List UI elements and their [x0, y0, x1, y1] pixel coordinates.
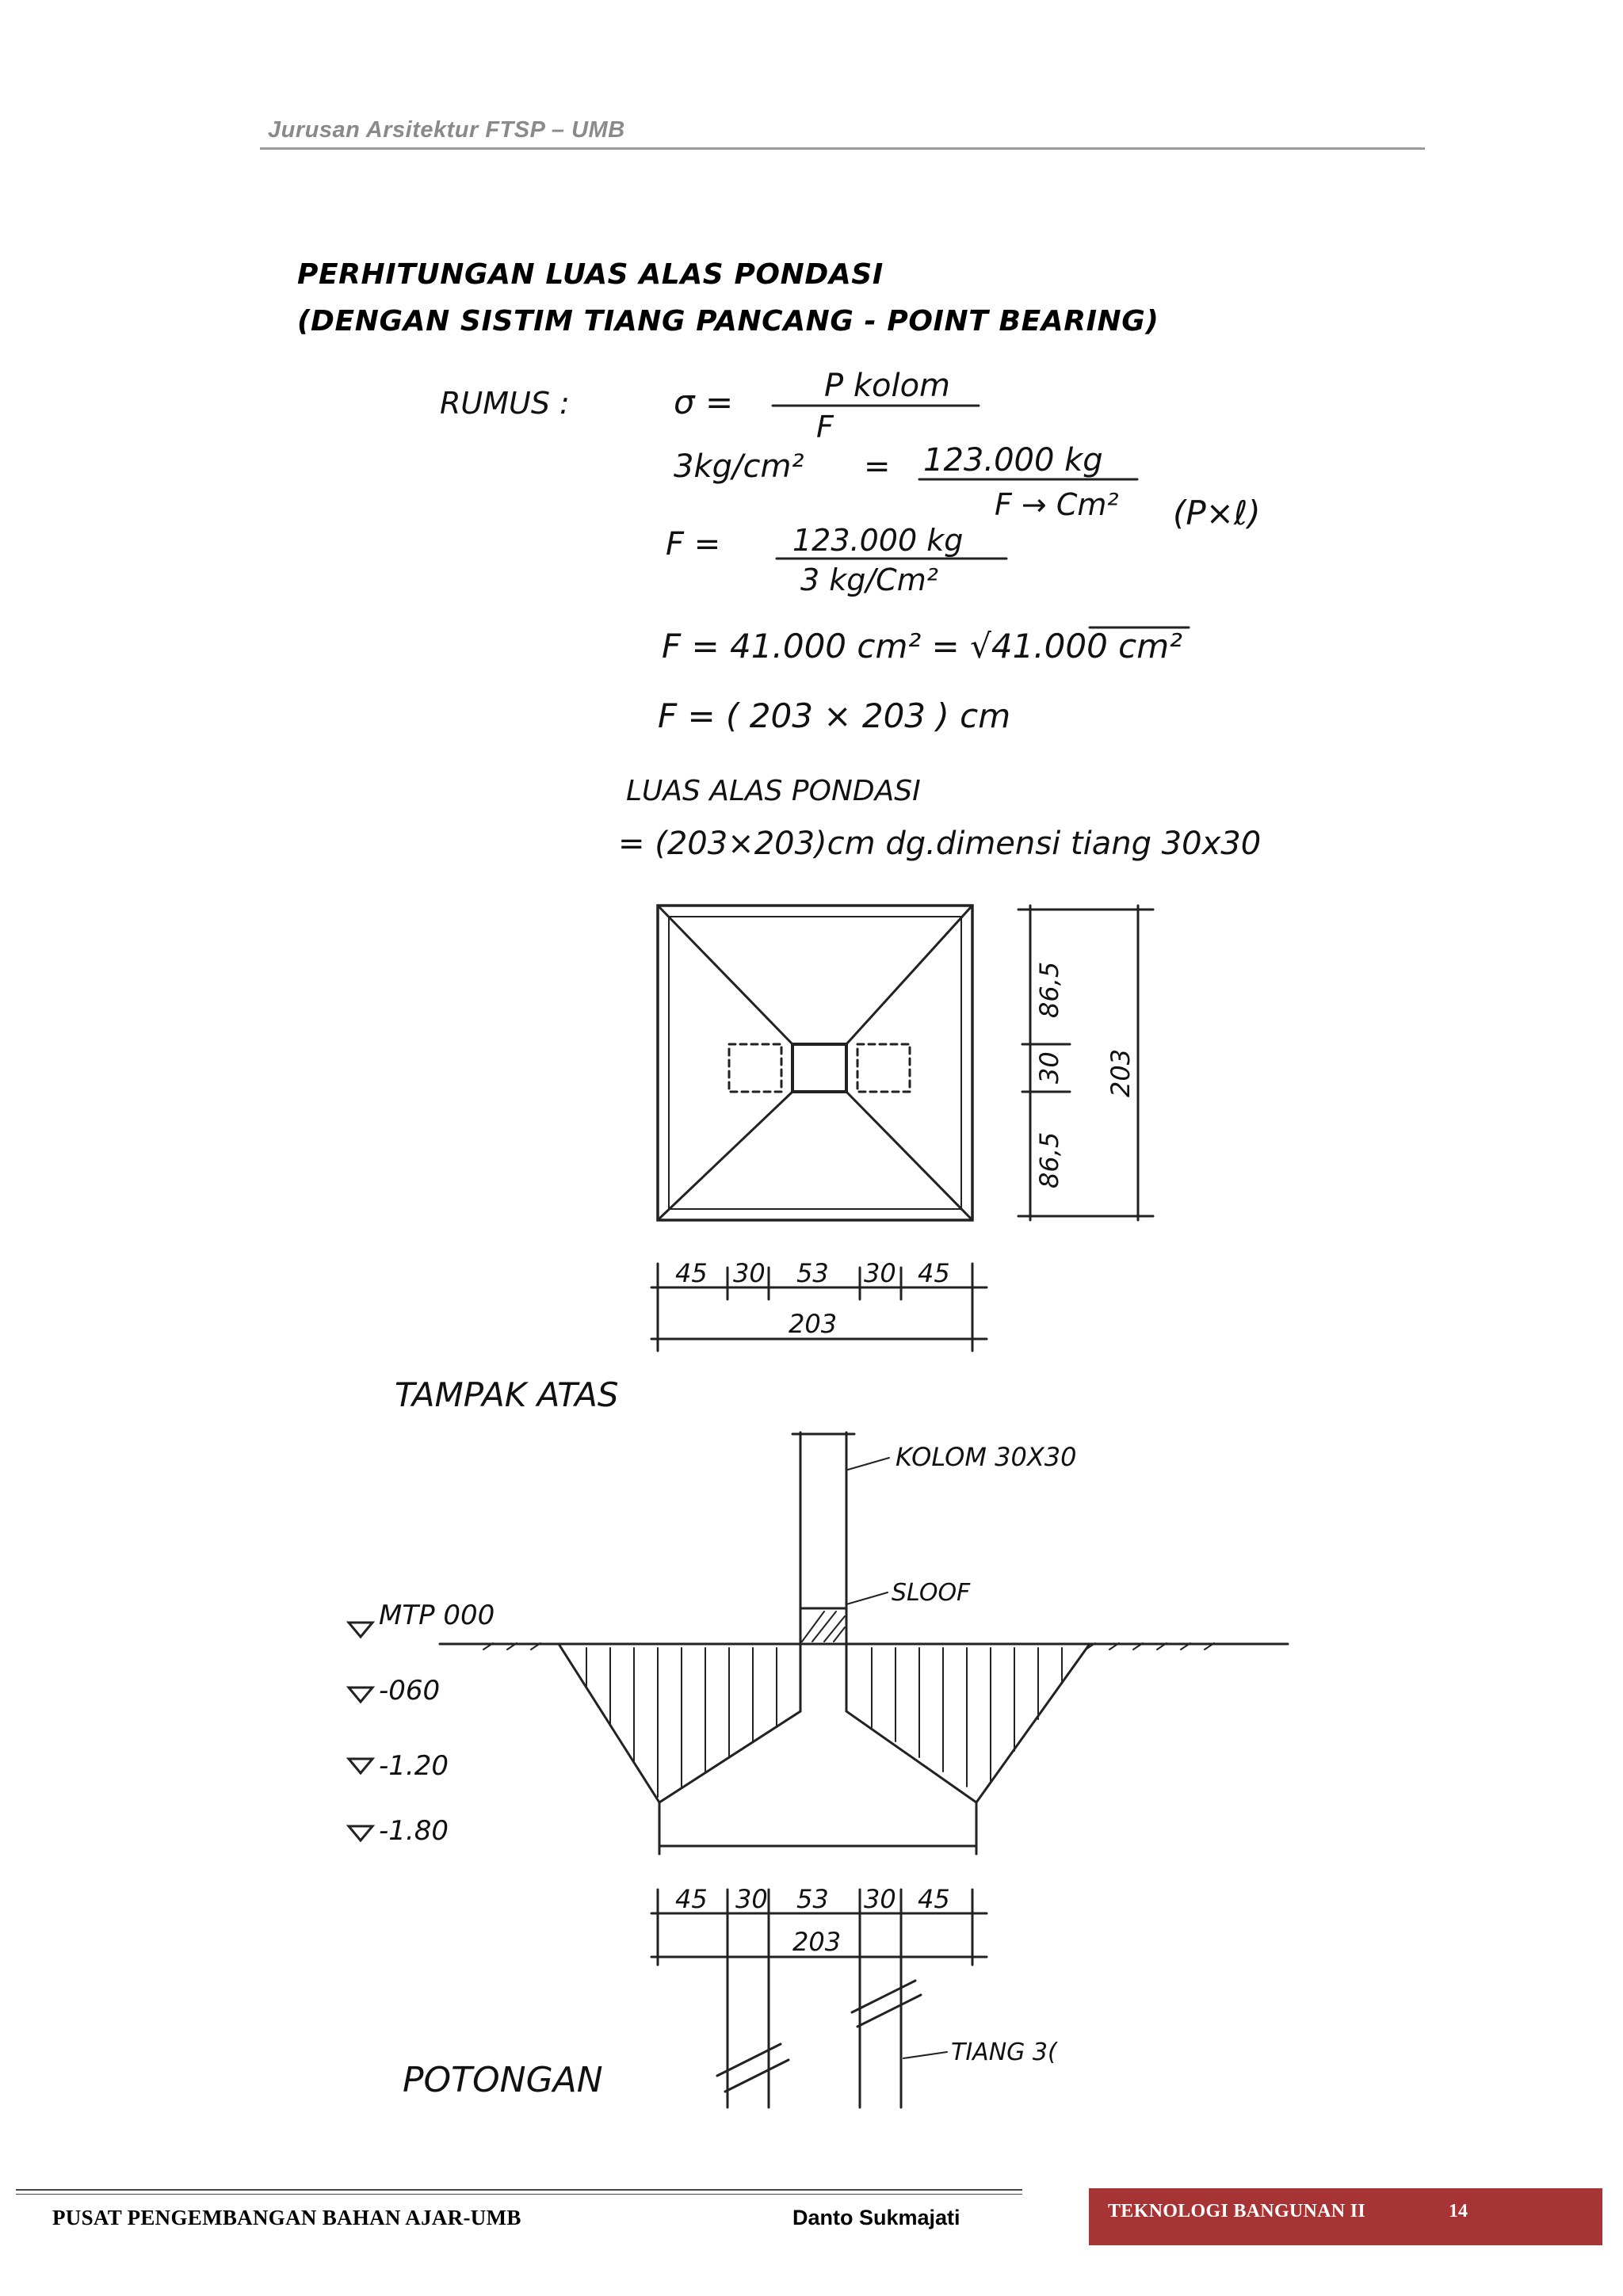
- page-subtitle: (DENGAN SISTIM TIANG PANCANG - POINT BEARING): [297, 305, 1159, 338]
- dim-30: 30: [864, 1258, 896, 1288]
- tiang-label: TIANG 3(: [951, 2039, 1057, 2066]
- footer-rule: [16, 2194, 1022, 2195]
- plan-caption: TAMPAK ATAS: [395, 1375, 619, 1414]
- dim-45: 45: [918, 1884, 950, 1914]
- kolom-label: KOLOM 30X30: [896, 1442, 1077, 1472]
- pile-dashed: [857, 1044, 910, 1092]
- dim-side-30: 30: [1034, 1051, 1064, 1084]
- sigma-symbol: σ =: [674, 383, 734, 421]
- rumus-label: RUMUS :: [440, 386, 570, 421]
- line3-numerator: 123.000 kg: [792, 523, 964, 558]
- f-denominator: F: [816, 410, 834, 444]
- luas-label: LUAS ALAS PONDASI: [626, 775, 921, 807]
- dim-53: 53: [796, 1884, 829, 1914]
- dim-side-total: 203: [1106, 1048, 1136, 1097]
- page-number: 14: [1449, 2201, 1468, 2222]
- dim-53: 53: [796, 1258, 829, 1288]
- line3-left: F =: [666, 526, 721, 563]
- p-kolom-text: P kolom: [824, 368, 951, 404]
- pile-dashed: [729, 1044, 781, 1092]
- header-institution: Jurusan Arsitektur FTSP – UMB: [268, 117, 625, 143]
- level-180: -1.80: [379, 1815, 449, 1847]
- footer-author: Danto Sukmajati: [792, 2206, 960, 2229]
- dim-30: 30: [864, 1884, 896, 1914]
- dim-total: 203: [789, 1309, 838, 1339]
- pxl-note: (P×ℓ): [1173, 494, 1261, 532]
- dim-side-86-5: 86,5: [1034, 1131, 1064, 1188]
- level-mtp: MTP 000: [379, 1600, 495, 1631]
- line4-text: F = 41.000 cm² = √41.000 cm²: [662, 627, 1183, 666]
- line2-denominator: F → Cm²: [995, 487, 1119, 522]
- dim-45: 45: [675, 1884, 708, 1914]
- level-120: -1.20: [379, 1750, 449, 1782]
- dim-45: 45: [675, 1258, 708, 1288]
- line2-left: 3kg/cm²: [674, 448, 804, 485]
- plan-view: [651, 906, 1153, 1351]
- dim-30: 30: [733, 1258, 766, 1288]
- line2-numerator: 123.000 kg: [923, 442, 1103, 479]
- page-title: PERHITUNGAN LUAS ALAS PONDASI: [297, 258, 884, 291]
- section-view: [349, 1432, 1288, 2107]
- equals-sign: =: [864, 448, 891, 485]
- luas-value: = (203×203)cm dg.dimensi tiang 30x30: [618, 826, 1262, 862]
- footer-rule: [16, 2189, 1022, 2191]
- line3-denominator: 3 kg/Cm²: [800, 563, 938, 597]
- dim-45: 45: [918, 1258, 950, 1288]
- column-square: [792, 1044, 846, 1092]
- footer-publisher: PUSAT PENGEMBANGAN BAHAN AJAR-UMB: [52, 2206, 521, 2229]
- sloof-label: SLOOF: [892, 1579, 971, 1607]
- line5-text: F = ( 203 × 203 ) cm: [658, 696, 1011, 735]
- dim-30: 30: [735, 1884, 768, 1914]
- footer-course: TEKNOLOGI BANGUNAN II: [1108, 2201, 1366, 2222]
- dim-side-86-5: 86,5: [1034, 961, 1064, 1018]
- section-caption: POTONGAN: [403, 2060, 603, 2100]
- level-060: -060: [379, 1675, 441, 1707]
- dim-total: 203: [792, 1927, 842, 1957]
